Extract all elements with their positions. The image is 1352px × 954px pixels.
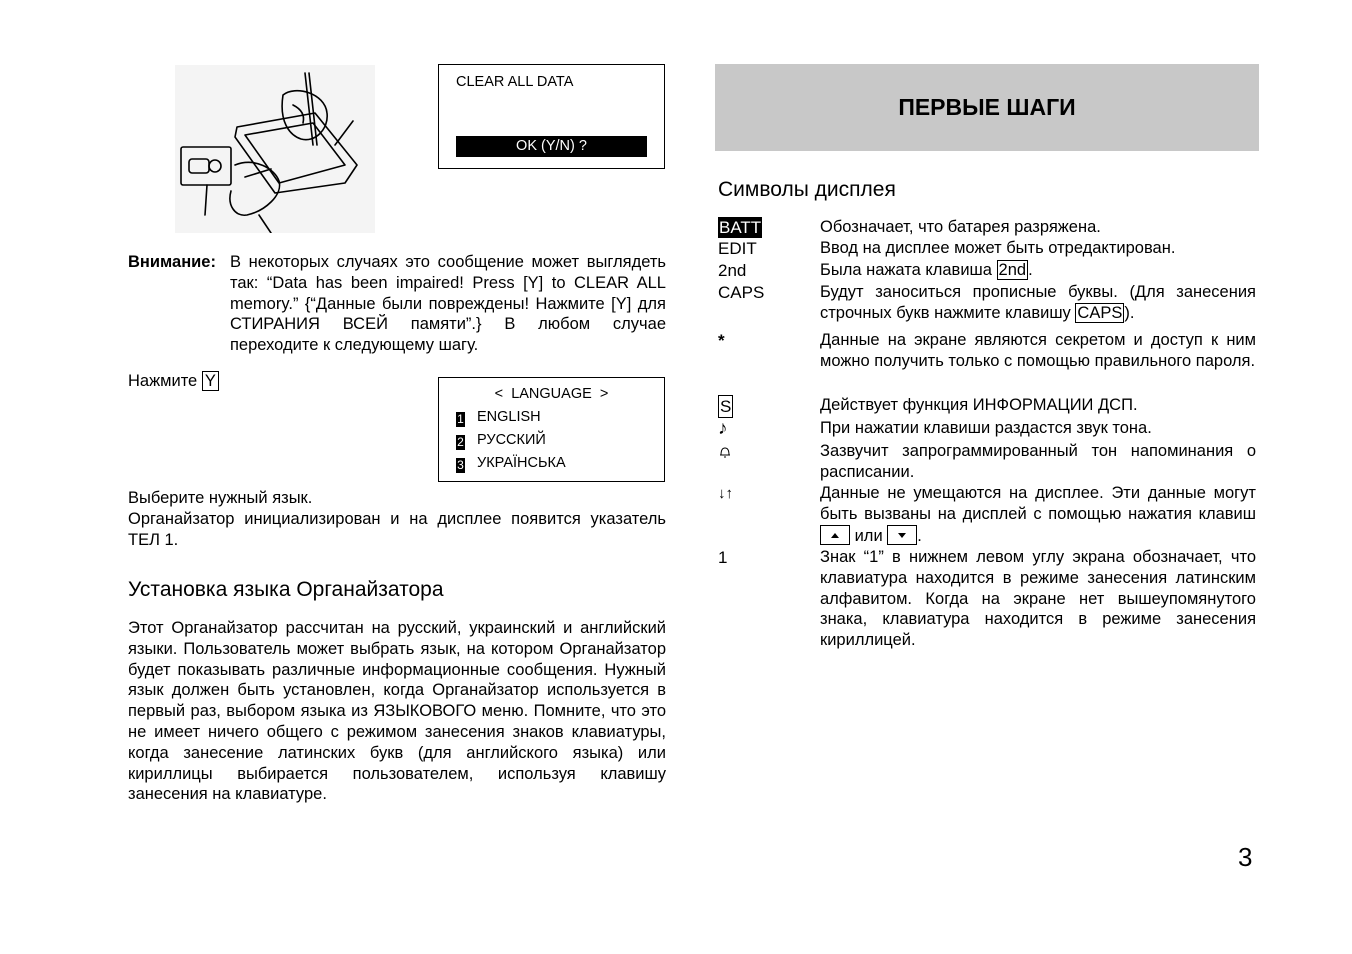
symbol-description: Обозначает, что батарея разряжена. [820, 218, 1101, 236]
up-key-icon [820, 525, 850, 545]
symbol-description [820, 483, 1256, 546]
caps-key: CAPS [1077, 303, 1123, 322]
section-title: ПЕРВЫЕ ШАГИ [898, 94, 1076, 120]
symbol-description: Действует функция ИНФОРМАЦИИ ДСП. [820, 396, 1138, 414]
initialized-text: Органайзатор инициализирован и на дисплее появится указатель ТЕЛ 1. [128, 510, 666, 549]
hand-stylus-icon [175, 65, 375, 233]
symbol-row-caps [718, 282, 1258, 326]
press-label: Нажмите [128, 372, 198, 390]
desc-tail: . [917, 526, 922, 545]
edit-symbol: EDIT [718, 239, 757, 258]
symbol-description: При нажатии клавиши раздастся звук тона. [820, 419, 1152, 437]
symbol-description: Данные на экране являются секретом и доступ к ним можно получить только с помощью правильного пароля. [820, 331, 1256, 370]
or-text: или [854, 526, 883, 545]
option-label: РУССКИЙ [477, 432, 546, 448]
desc-text: Была нажата клавиша [820, 261, 992, 279]
second-key: 2nd [998, 261, 1027, 279]
symbol-row-batt [718, 217, 1258, 238]
desc-text: Будут заноситься прописные буквы. (Для занесения строчных букв нажмите клавишу [820, 283, 1256, 322]
lcd-clear-title: CLEAR ALL DATA [456, 74, 574, 90]
desc-text: Данные не умещаются на дисплее. Эти данные могут быть вызваны на дисплей с помощью нажатия клавиш [820, 484, 1256, 523]
latin-mode-symbol: 1 [718, 548, 728, 567]
dsp-symbol: S [720, 397, 732, 416]
asterisk-icon: * [718, 331, 725, 350]
language-header: < LANGUAGE > [494, 386, 609, 402]
bell-icon [718, 443, 732, 464]
press-y-instruction [128, 371, 219, 392]
symbol-row-alarm [718, 441, 1258, 483]
lcd-clear-prompt: OK (Y/N) ? [456, 136, 647, 157]
heading-display-symbols: Символы дисплея [718, 178, 896, 201]
symbol-row-2nd [718, 260, 1258, 281]
option-number: 2 [457, 435, 464, 449]
caps-symbol: CAPS [718, 283, 765, 302]
language-paragraph: Этот Органайзатор рассчитан на русский, украинский и английский языки. Пользователь может выбрать язык, на котором Органайзатор будет показывать различные информационные сообщения. Нужный язык должен быть установлен, когда Органайзатор используется в первый раз, выбором языка из ЯЗЫКОВОГО меню. Помните, что это не имеет ничего общего с режимом занесения знаков клавиатуры, когда занесение латинских букв (для английского языка) или кириллицы выбирается пользователем, используя клавишу занесения на клавиатуре. [128, 619, 666, 804]
symbol-description [820, 282, 1256, 324]
language-option [456, 432, 546, 450]
music-note-icon: ♪ [718, 418, 728, 439]
lcd-clear-screen [438, 64, 665, 169]
lcd-language-screen [438, 377, 665, 482]
language-option [456, 409, 541, 427]
desc-tail: . [1028, 261, 1033, 279]
symbols-table [718, 0, 1258, 954]
reset-illustration [175, 65, 375, 233]
choose-language-text: Выберите нужный язык. [128, 489, 313, 507]
batt-symbol: BATT [719, 218, 762, 237]
symbol-row-scroll [718, 483, 1258, 547]
y-key: Y [202, 371, 219, 391]
option-number: 3 [457, 458, 464, 472]
symbol-description: Зазвучит запрограммированный тон напоминания о расписании. [820, 442, 1256, 481]
second-symbol: 2nd [718, 261, 747, 280]
page-number: 3 [1238, 842, 1253, 872]
scroll-arrows-icon: ↓↑ [718, 485, 733, 502]
down-key-icon [887, 525, 917, 545]
option-number: 1 [457, 412, 464, 426]
language-option [456, 455, 566, 473]
symbol-description: Знак “1” в нижнем левом углу экрана обозначает, что клавиатура находится в режиме занесения латинским алфавитом. Когда на экране нет вышеупомянутого знака, клавиатура находится в режиме занесения кириллицей. [820, 548, 1256, 650]
bell-icon-svg [718, 445, 732, 459]
heading-language-setup: Установка языка Органайзатора [128, 578, 444, 601]
symbol-row-secret [718, 330, 1258, 394]
desc-tail: ). [1124, 303, 1135, 322]
option-label: ENGLISH [477, 409, 541, 425]
symbol-row-edit [718, 238, 1258, 259]
symbol-description: Ввод на дисплее может быть отредактирован. [820, 239, 1176, 257]
option-label: УКРАЇНСЬКА [477, 455, 566, 471]
warning-text: В некоторых случаях это сообщение может выглядеть так: “Data has been impaired! Press [Y] to CLEAR ALL memory.” {“Данные были повреждены! Нажмите [Y] для СТИРАНИЯ ВСЕЙ памяти”.} В любом случае переходите к следующему шагу. [230, 253, 666, 355]
symbol-row-latin [718, 547, 1258, 653]
warning-label: Внимание: [128, 253, 216, 271]
symbol-description [820, 260, 1256, 281]
symbol-row-dsp [718, 395, 1258, 416]
symbol-row-tone [718, 418, 1258, 439]
